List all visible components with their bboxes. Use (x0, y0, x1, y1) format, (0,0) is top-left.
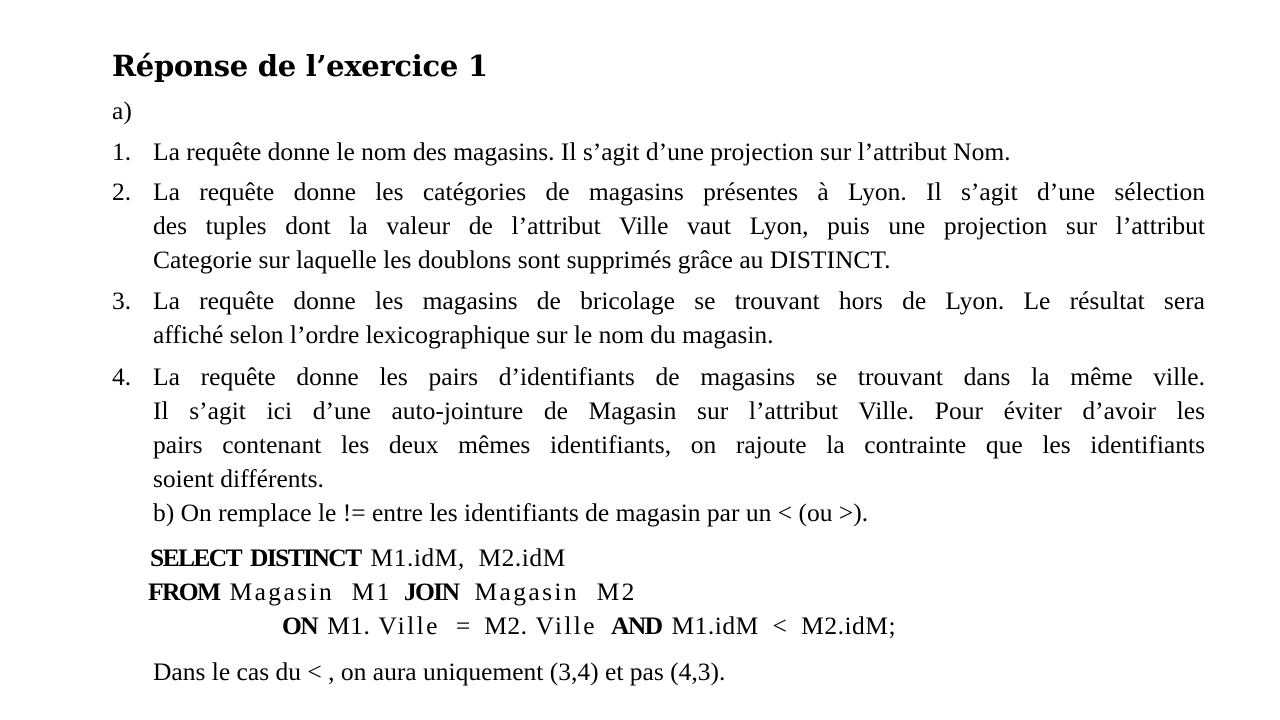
item-4-line-1: La requête donne les pairs d’identifiants de magasins se trouvant dans la même ville. (153, 362, 1205, 391)
sql-col-ville-1: Ville (378, 611, 440, 640)
sql-select-columns: M1.idM, M2.idM (370, 543, 566, 572)
sql-line-1 (150, 541, 566, 575)
sql-keyword-join: JOIN (403, 577, 459, 606)
part-b-text: b) On remplace le != entre les identifiants de magasin par un < (ou >). (153, 498, 869, 527)
item-4-number: 4. (112, 362, 132, 391)
item-4-line-4: soient différents. (153, 464, 324, 493)
sql-keyword-distinct: DISTINCT (250, 543, 361, 572)
item-2-line-1: La requête donne les catégories de magasins présentes à Lyon. Il s’agit d’une sélection (153, 177, 1205, 206)
sql-equals: = (455, 611, 471, 640)
item-1-number: 1. (112, 137, 132, 166)
part-a-label: a) (112, 96, 132, 125)
sql-line-2 (148, 575, 637, 609)
item-2-line-3: Categorie sur laquelle les doublons sont supprimés grâce au DISTINCT. (153, 245, 891, 274)
sql-keyword-from: FROM (148, 577, 220, 606)
item-2-number: 2. (112, 177, 132, 206)
sql-keyword-on: ON (282, 611, 318, 640)
item-4-line-3: pairs contenant les deux mêmes identifiants, on rajoute la contrainte que les identifiants (153, 430, 1205, 459)
item-1-line-1: La requête donne le nom des magasins. Il s’agit d’une projection sur l’attribut Nom. (153, 137, 1011, 166)
item-4-line-2: Il s’agit ici d’une auto-jointure de Magasin sur l’attribut Ville. Pour éviter d’avoir les (153, 396, 1205, 425)
sql-col-ville-2: Ville (535, 611, 598, 640)
item-3-line-2: affiché selon l’ordre lexicographique sur le nom du magasin. (153, 320, 774, 349)
item-3-line-1: La requête donne les magasins de bricolage se trouvant hors de Lyon. Le résultat sera (153, 286, 1205, 315)
exercise-heading: Réponse de l’exercice 1 (112, 49, 488, 83)
conclusion-text: Dans le cas du < , on aura uniquement (3,4) et pas (4,3). (153, 657, 726, 686)
sql-table-2: Magasin M2 (474, 577, 637, 606)
sql-keyword-and: AND (611, 611, 662, 640)
sql-col-prefix-1: M1. (327, 611, 371, 640)
sql-col-prefix-2: M2. (484, 611, 528, 640)
item-2-line-2: des tuples dont la valeur de l’attribut Ville vaut Lyon, puis une projection sur l’attribut (153, 211, 1205, 240)
sql-condition: M1.idM < M2.idM; (671, 611, 897, 640)
item-3-number: 3. (112, 286, 132, 315)
sql-table-1: Magasin M1 (229, 577, 392, 606)
sql-keyword-select: SELECT (150, 543, 242, 572)
sql-line-3 (282, 609, 896, 643)
